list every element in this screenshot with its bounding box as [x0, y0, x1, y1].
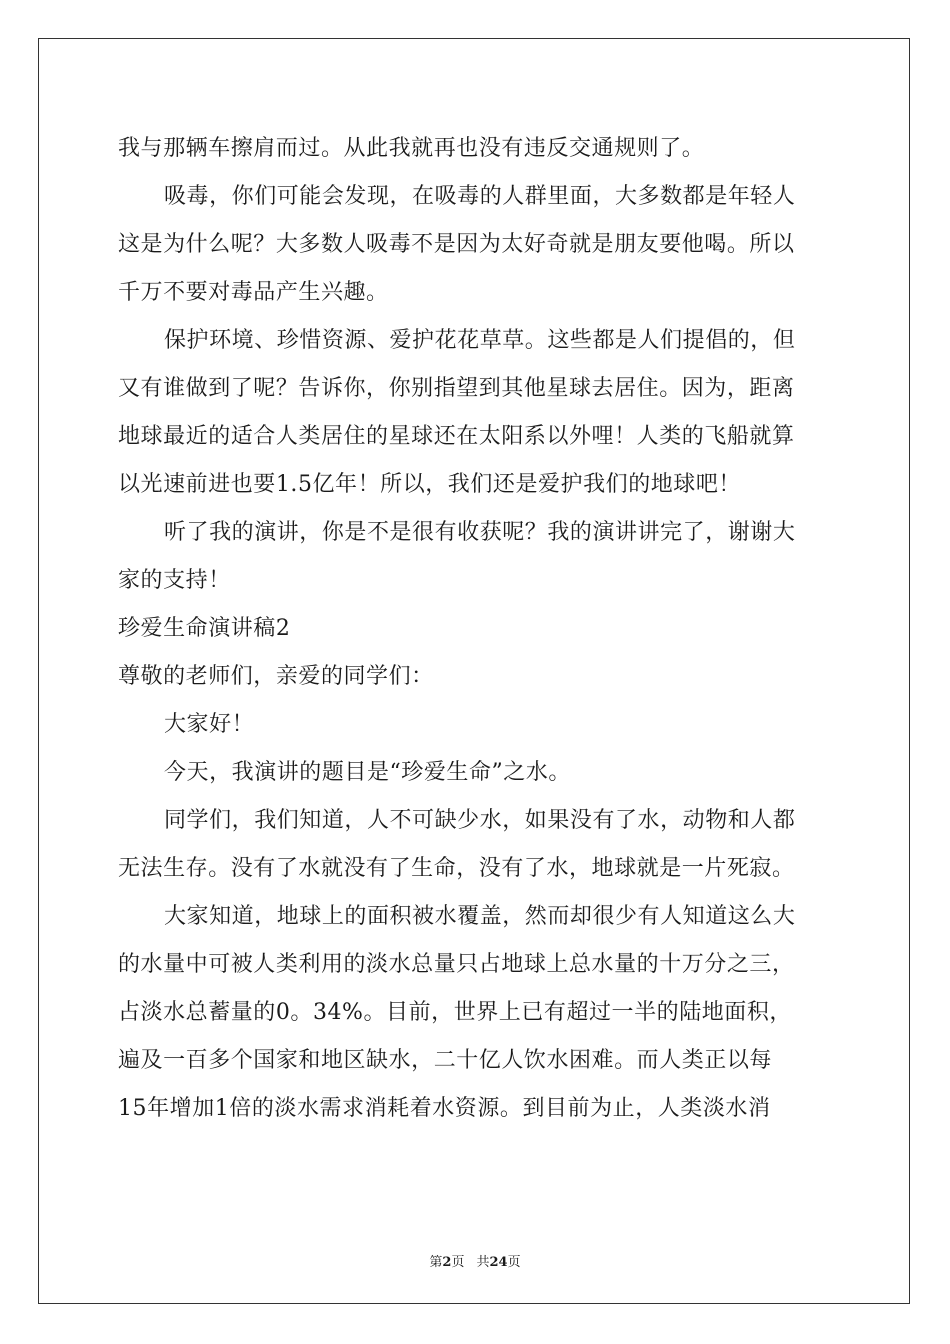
text-line: 无法生存。没有了水就没有了生命，没有了水，地球就是一片死寂。 — [118, 856, 795, 881]
total-pages: 24 — [489, 1255, 508, 1270]
text-line: 听了我的演讲，你是不是很有收获呢？我的演讲讲完了，谢谢大 — [164, 520, 796, 545]
greeting: 大家好！ — [164, 712, 255, 737]
text-line: 保护环境、珍惜资源、爱护花花草草。这些都是人们提倡的，但 — [164, 328, 796, 353]
text-line: 大家知道，地球上的面积被水覆盖，然而却很少有人知道这么大 — [164, 904, 796, 929]
total-suffix: 页 — [507, 1255, 521, 1270]
text-line: 遍及一百多个国家和地区缺水，二十亿人饮水困难。而人类正以每 — [118, 1048, 772, 1073]
text-line: 同学们，我们知道，人不可缺少水，如果没有了水，动物和人都 — [164, 808, 796, 833]
text-line: 的水量中可被人类利用的淡水总量只占地球上总水量的十万分之三， — [118, 952, 795, 977]
text-line: 我与那辆车擦肩而过。从此我就再也没有违反交通规则了。 — [118, 136, 705, 161]
text-line: 又有谁做到了呢？告诉你，你别指望到其他星球去居住。因为，距离 — [118, 376, 795, 401]
text-line: 占淡水总蓄量的0。34%。目前，世界上已有超过一半的陆地面积， — [118, 1000, 792, 1025]
section-title: 珍爱生命演讲稿2 — [118, 616, 291, 641]
page-footer — [0, 1251, 950, 1270]
page-prefix: 第 — [429, 1255, 443, 1270]
text-line: 以光速前进也要1.5亿年！所以，我们还是爱护我们的地球吧！ — [118, 472, 741, 497]
total-prefix: 共 — [476, 1255, 490, 1270]
salutation: 尊敬的老师们，亲爱的同学们： — [118, 664, 434, 689]
text-line: 千万不要对毒品产生兴趣。 — [118, 280, 389, 305]
page-suffix: 页 — [451, 1255, 465, 1270]
text-line: 家的支持！ — [118, 568, 231, 593]
page-number: 2 — [442, 1255, 452, 1270]
text-line: 今天，我演讲的题目是“珍爱生命”之水。 — [164, 760, 571, 785]
text-line: 这是为什么呢？大多数人吸毒不是因为太好奇就是朋友要他喝。所以 — [118, 232, 795, 257]
text-line: 吸毒，你们可能会发现，在吸毒的人群里面，大多数都是年轻人 — [164, 184, 796, 209]
text-line: 15年增加1倍的淡水需求消耗着水资源。到目前为止，人类淡水消 — [118, 1096, 771, 1121]
text-line: 地球最近的适合人类居住的星球还在太阳系以外哩！人类的飞船就算 — [118, 424, 795, 449]
document-body — [118, 125, 832, 1133]
